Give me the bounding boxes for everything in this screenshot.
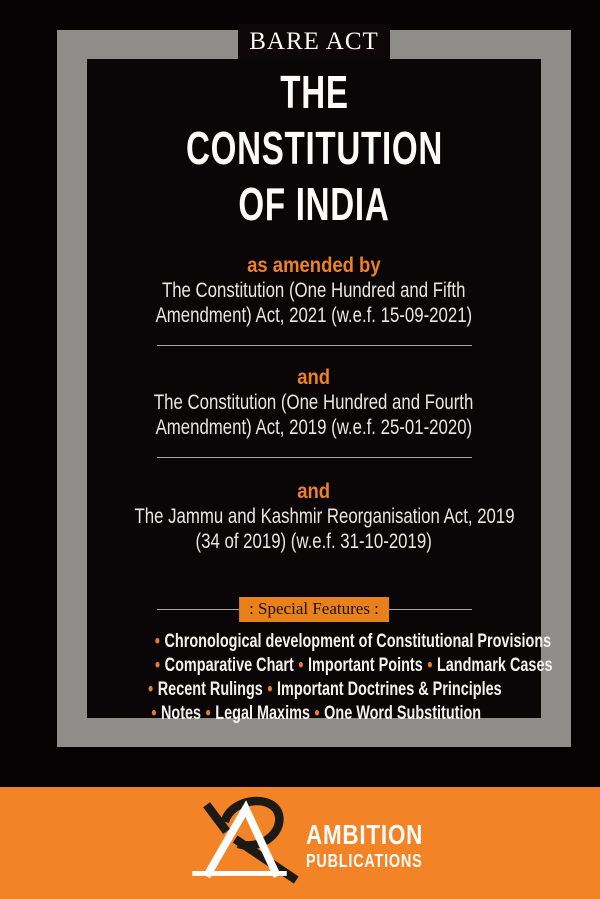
feature-item: Notes <box>161 703 202 724</box>
amendment-heading: and <box>297 366 331 389</box>
bullet-icon: • <box>154 631 160 652</box>
book-title <box>87 66 541 238</box>
amendment-line: Amendment) Act, 2019 (w.e.f. 25-01-2020) <box>155 416 473 439</box>
feature-row <box>87 678 541 702</box>
amendment-line: The Jammu and Kashmir Reorganisation Act, 2019 <box>134 505 515 528</box>
ambition-logo-icon <box>178 793 302 889</box>
amendment-line: Amendment) Act, 2021 (w.e.f. 15-09-2021) <box>155 304 473 327</box>
feature-row <box>87 654 553 678</box>
special-features-list <box>87 630 553 726</box>
amendment-line: The Constitution (One Hundred and Fourth <box>154 391 474 414</box>
title-line-1: THE <box>279 66 349 118</box>
bullet-icon: • <box>427 655 433 676</box>
feature-item: Landmark Cases <box>436 655 553 676</box>
amendment-heading: as amended by <box>247 254 381 277</box>
bullet-icon: • <box>155 655 161 676</box>
special-features-box: : Special Features : <box>239 597 389 622</box>
bullet-icon: • <box>148 679 154 700</box>
publisher-type: PUBLICATIONS <box>306 851 423 871</box>
cover-content <box>87 254 553 726</box>
amendment-heading: and <box>297 480 331 503</box>
feature-row <box>87 630 552 654</box>
section-divider <box>157 457 472 458</box>
publisher-name: AMBITION <box>306 819 424 850</box>
feature-item: One Word Substitution <box>324 703 482 724</box>
section-divider <box>157 345 472 346</box>
bullet-icon: • <box>205 703 211 724</box>
bare-act-label: BARE ACT <box>249 27 379 55</box>
feature-item: Recent Rulings <box>157 679 263 700</box>
feature-item: Chronological development of Constitutional Provisions <box>164 631 552 652</box>
bullet-icon: • <box>298 655 304 676</box>
bare-act-badge <box>238 24 390 59</box>
amendment-block <box>87 480 541 554</box>
bullet-icon: • <box>267 679 273 700</box>
amendment-block <box>87 366 541 440</box>
feature-item: Important Doctrines & Principles <box>277 679 502 700</box>
feature-item: Legal Maxims <box>215 703 311 724</box>
feature-item: Comparative Chart <box>164 655 294 676</box>
special-features-header <box>157 597 472 623</box>
title-line-3: OF INDIA <box>238 178 390 230</box>
feature-item: Important Points <box>308 655 423 676</box>
amendments-section <box>87 254 541 554</box>
amendment-block <box>87 254 541 328</box>
amendment-line: (34 of 2019) (w.e.f. 31-10-2019) <box>195 530 433 553</box>
publisher-band <box>0 787 600 899</box>
bullet-icon: • <box>151 703 157 724</box>
bullet-icon: • <box>314 703 320 724</box>
title-line-2: CONSTITUTION <box>185 122 443 174</box>
amendment-line: The Constitution (One Hundred and Fifth <box>162 279 466 302</box>
feature-row <box>87 702 541 726</box>
